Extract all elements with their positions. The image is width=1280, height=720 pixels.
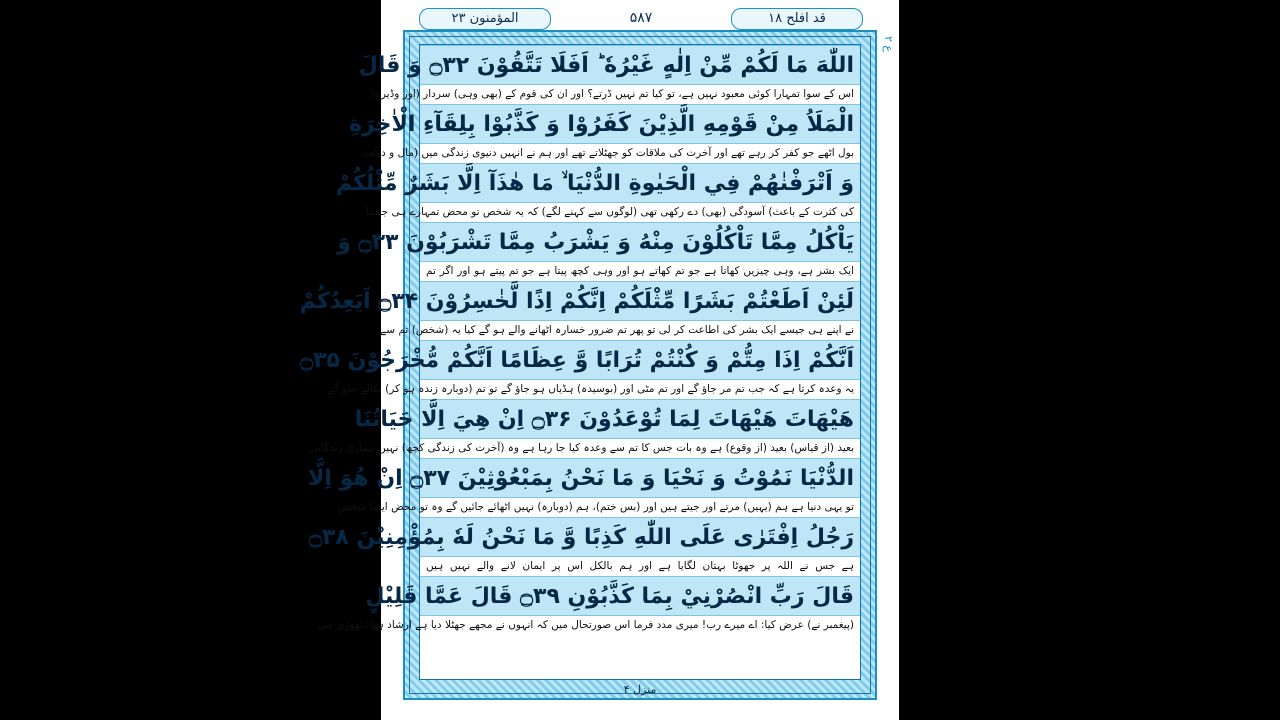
urdu-translation-line: ایک بشر ہے، وہی چیزیں کھاتا ہے جو تم کھاتے ہو اور وہی کچھ پیتا ہے جو تم پیتے ہو اور اگر تم [420,261,860,281]
urdu-translation-line: بول اٹھے جو کفر کر رہے تھے اور آخرت کی ملاقات کو جھٹلاتے تھے اور ہم نے انہیں دنیوی زندگی میں (مال و دولت [420,143,860,163]
surah-label: المؤمنون ۲۳ [419,8,551,30]
manzil-label: منزل ۴ [623,683,657,696]
arabic-verse-line: وَ اَتْرَفْنٰهُمْ فِي الْحَيٰوةِ الدُّنْيَا ۙ مَا هٰذَآ اِلَّا بَشَرٌ مِّثْلُكُمْ [420,163,860,202]
mushaf-page [299,0,899,720]
juz-label: قد افلح ۱۸ [731,8,863,30]
urdu-translation-line: ہے جس نے اللہ پر جھوٹا بہتان لگایا ہے اور ہم بالکل اس پر ایمان لانے والے نہیں ہیں [420,556,860,576]
arabic-verse-line: اَنَّكُمْ اِذَا مِتُّمْ وَ كُنْتُمْ تُرَابًا وَّ عِظَامًا اَنَّكُمْ مُّخْرَجُوْنَ ۝۳۵ [420,340,860,379]
urdu-translation-line: نے اپنے ہی جیسے ایک بشر کی اطاعت کر لی تو پھر تم ضرور خسارہ اٹھانے والے ہو گے کیا یہ (شخص) تم سے [420,320,860,340]
arabic-verse-line: رَجُلُ اِفْتَرٰى عَلَى اللّٰهِ كَذِبًا وَّ مَا نَحْنُ لَهٗ بِمُؤْمِنِيْنَ ۝۳۸ [420,517,860,556]
ruku-marker: ع ۲ [882,36,895,52]
arabic-verse-line: الدُّنْيَا نَمُوْتُ وَ نَحْيَا وَ مَا نَحْنُ بِمَبْعُوْثِيْنَ ۝۳۷ اِنْ هُوَ اِلَّا [420,458,860,497]
arabic-verse-line: لَئِنْ اَطَعْتُمْ بَشَرًا مِّثْلَكُمْ اِنَّكُمْ اِذًا لَّخٰسِرُوْنَ ۝۳۴ اَيَعِدُكُمْ [420,281,860,320]
arabic-verse-line: الْمَلَاُ مِنْ قَوْمِهِ الَّذِيْنَ كَفَرُوْا وَ كَذَّبُوْا بِلِقَآءِ الْاٰخِرَةِ [420,104,860,143]
arabic-verse-line: اللّٰهَ مَا لَكُمْ مِّنْ اِلٰهٍ غَيْرُهٗ ؕ اَفَلَا تَتَّقُوْنَ ۝۳۲ وَ قَالَ [420,45,860,84]
ornamental-border [299,30,877,700]
urdu-translation-line: تو یہی دنیا ہے ہم (یہیں) مرتے اور جیتے ہیں اور (بس ختم)، ہم (دوبارہ) نہیں اٹھائے جائیں گے وہ تو محض ایسا شخص [420,497,860,517]
page-header [419,4,863,32]
arabic-verse-line: يَاْكُلُ مِمَّا تَاْكُلُوْنَ مِنْهُ وَ يَشْرَبُ مِمَّا تَشْرَبُوْنَ ۝۳۳ وَ [420,222,860,261]
verse-lines [299,45,860,679]
urdu-translation-line: اس کے سوا تمہارا کوئی معبود نہیں ہے، تو کیا تم نہیں ڈرتے؟ اور ان کی قوم کے (بھی وہی) سردار (اور وڈیرے) [420,84,860,104]
page-number: ۵۸۷ [629,10,653,26]
text-panel [299,44,861,680]
urdu-translation-line: بعید (از قیاس) بعید (از وقوع) ہے وہ بات جس کا تم سے وعدہ کیا جا رہا ہے وہ (آخرت کی زندگی کچھ) نہیں ہماری زندگانی [420,438,860,458]
arabic-verse-line: هَيْهَاتَ هَيْهَاتَ لِمَا تُوْعَدُوْنَ ۝۳۶ اِنْ هِيَ اِلَّا حَيَاتُنَا [420,399,860,438]
arabic-verse-line: قَالَ رَبِّ انْصُرْنِيْ بِمَا كَذَّبُوْنِ ۝۳۹ قَالَ عَمَّا قَلِيْلٍ [420,576,860,615]
urdu-translation-line: (پیغمبر نے) عرض کیا: اے میرے رب! میری مدد فرما اس صورتحال میں کہ انہوں نے مجھے جھٹلا دیا ہے ارشاد ہوا: تھوڑی ہی [420,615,860,635]
urdu-translation-line: کی کثرت کے باعث) آسودگی (بھی) دے رکھی تھی (لوگوں سے کہنے لگے) کہ یہ شخص تو محض تمہارے ہی جیسا [420,202,860,222]
urdu-translation-line: یہ وعدہ کرتا ہے کہ جب تم مر جاؤ گے اور تم مٹی اور (بوسیدہ) ہڈیاں ہو جاؤ گے تو تم (دوبارہ زندہ ہو کر) نکالے جاؤ گے [420,379,860,399]
